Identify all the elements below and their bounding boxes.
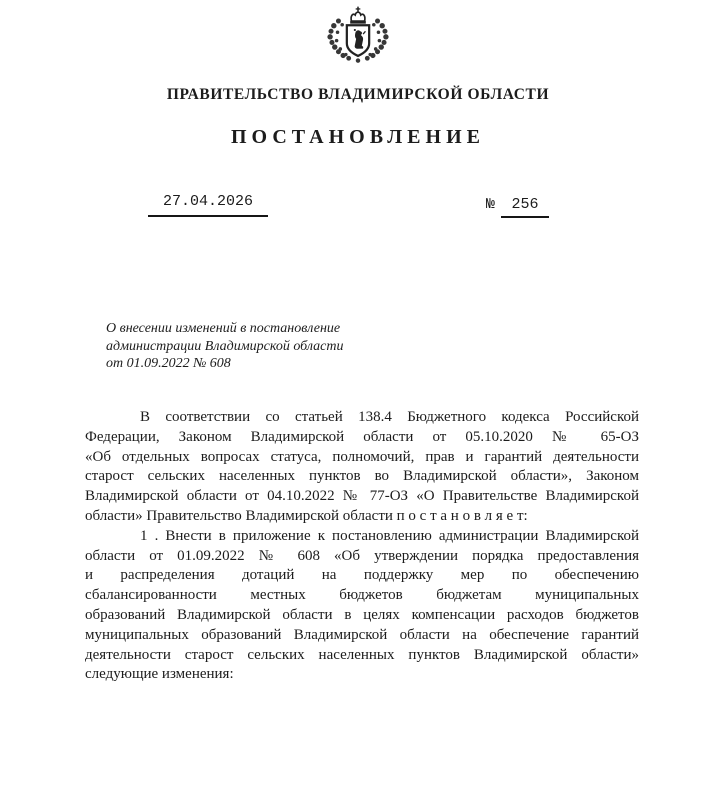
body-line: образований Владимирской области в целях компенсации расходов бюджетов	[85, 606, 639, 623]
vladimir-region-coat-of-arms-icon	[318, 5, 398, 65]
body-line: 1 . Внести в приложение к постановлению администрации Владимирской	[140, 527, 639, 544]
body-line: и распределения дотаций на поддержку мер по обеспечению	[85, 567, 639, 584]
body-line: «Об отдельных вопросах статуса, полномочий, прав и гарантий деятельности	[85, 448, 639, 465]
body-line: муниципальных образований Владимирской области на обеспечение гарантий	[85, 626, 639, 643]
body-line: Федерации, Законом Владимирской области от 05.10.2020 № 65-ОЗ	[85, 428, 639, 445]
subject-line: администрации Владимирской области	[106, 338, 344, 354]
body-text	[85, 408, 639, 685]
number-value: 256	[501, 196, 549, 218]
subject-line: О внесении изменений в постановление	[106, 321, 341, 336]
subject-line: от 01.09.2022 № 608	[106, 356, 231, 372]
date-field: 27.04.2026	[148, 193, 268, 217]
number-sign-label: №	[486, 196, 496, 213]
document-type-title: ПОСТАНОВЛЕНИЕ	[231, 126, 485, 148]
body-line: В соответствии со статьей 138.4 Бюджетного кодекса Российской	[140, 409, 639, 425]
body-line: области от 01.09.2022 № 608 «Об утверждении порядка предоставления	[85, 547, 639, 564]
org-name: ПРАВИТЕЛЬСТВО ВЛАДИМИРСКОЙ ОБЛАСТИ	[166, 86, 550, 103]
number-group	[486, 196, 549, 218]
body-line: старост сельских населенных пунктов во Владимирской области», Законом	[85, 468, 639, 485]
body-line: деятельности старост сельских населенных пунктов Владимирской области»	[85, 646, 639, 663]
body-line: следующие изменения:	[85, 666, 234, 683]
body-line: сбалансированности местных бюджетов бюджетам муниципальных	[85, 587, 639, 604]
body-line: области» Правительство Владимирской области п о с т а н о в л я е т:	[85, 507, 528, 524]
body-line: Владимирской области от 04.10.2022 № 77-ОЗ «О Правительстве Владимирской	[85, 488, 639, 505]
subject-block	[106, 320, 406, 373]
